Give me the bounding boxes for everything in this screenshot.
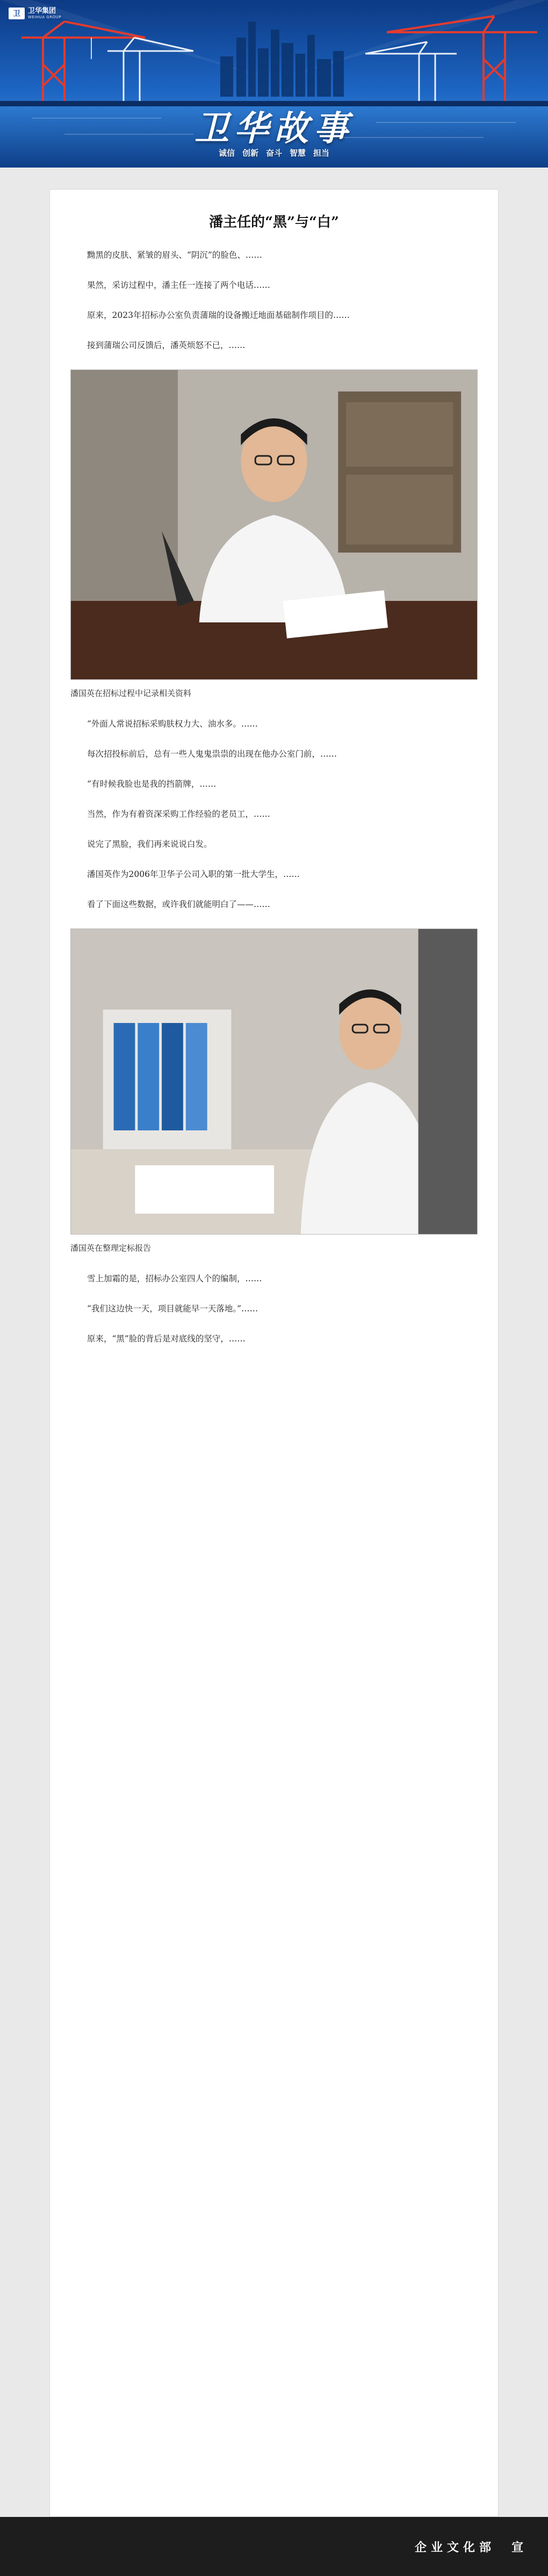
article-paragraph: “外面人常说招标采购肤权力大、油水多。……	[87, 719, 258, 729]
article-paragraph: 潘国英作为2006年卫华子公司入职的第一批大学生，……	[87, 869, 300, 879]
article-card	[49, 189, 499, 2517]
article-paragraph: 原来，“黑”脸的背后是对底线的坚守，……	[87, 1334, 246, 1344]
logo-mark-icon: 卫	[9, 8, 25, 19]
article-paragraph: 看了下面这些数据，或许我们就能明白了——……	[87, 899, 271, 909]
company-logo	[9, 8, 61, 19]
banner-title: 卫华故事	[194, 108, 354, 149]
article-paragraph: 原来，2023年招标办公室负责蒲瑞的设备搬迁地面基础制作项目的……	[87, 310, 350, 320]
article-paragraph: 雪上加霜的是，招标办公室四人个的编制，……	[87, 1274, 262, 1283]
value-item: 创新	[242, 148, 258, 158]
footer-department: 企业文化部 宣	[414, 2541, 528, 2555]
article-paragraph: 当然，作为有着资深采购工作经验的老员工，……	[87, 809, 271, 819]
banner	[0, 0, 548, 168]
article-paragraph: 接到蒲瑞公司反馈后，潘英烦怒不已，……	[87, 340, 246, 350]
photo-caption: 潘国英在整理定标报告	[70, 1243, 152, 1253]
photo-caption: 潘国英在招标过程中记录相关资料	[70, 688, 192, 698]
footer	[0, 2517, 548, 2576]
value-item: 担当	[313, 148, 330, 158]
article-paragraph: “我们这边快一天，项目就能早一天落地。”……	[87, 1304, 258, 1314]
value-item: 奋斗	[265, 148, 282, 158]
value-item: 智慧	[290, 148, 306, 158]
article-paragraph: 每次招投标前后，总有一些人鬼鬼祟祟的出现在他办公室门前，……	[87, 749, 337, 759]
article-paragraph: 说完了黑脸，我们再来说说白发。	[87, 839, 212, 849]
value-item: 诚信	[218, 148, 235, 158]
banner-values	[0, 147, 548, 158]
article-background	[0, 168, 548, 2517]
article-paragraph: “有时候我脸也是我的挡箭牌，……	[87, 779, 217, 789]
logo-text: 卫华集团	[28, 7, 56, 15]
photo-organizing-reports	[70, 928, 478, 1235]
logo-subtext: WEIHUA GROUP	[28, 15, 61, 20]
office-photo-2-image	[71, 929, 477, 1234]
photo-recording-documents	[70, 369, 478, 680]
article-paragraph: 果然，采访过程中，潘主任一连接了两个电话……	[87, 280, 271, 290]
article-paragraph: 黝黑的皮肤、紧皱的眉头、“阴沉”的脸色、……	[87, 250, 262, 260]
office-photo-1-image	[71, 370, 477, 679]
article-title: 潘主任的“黑”与“白”	[209, 214, 339, 230]
